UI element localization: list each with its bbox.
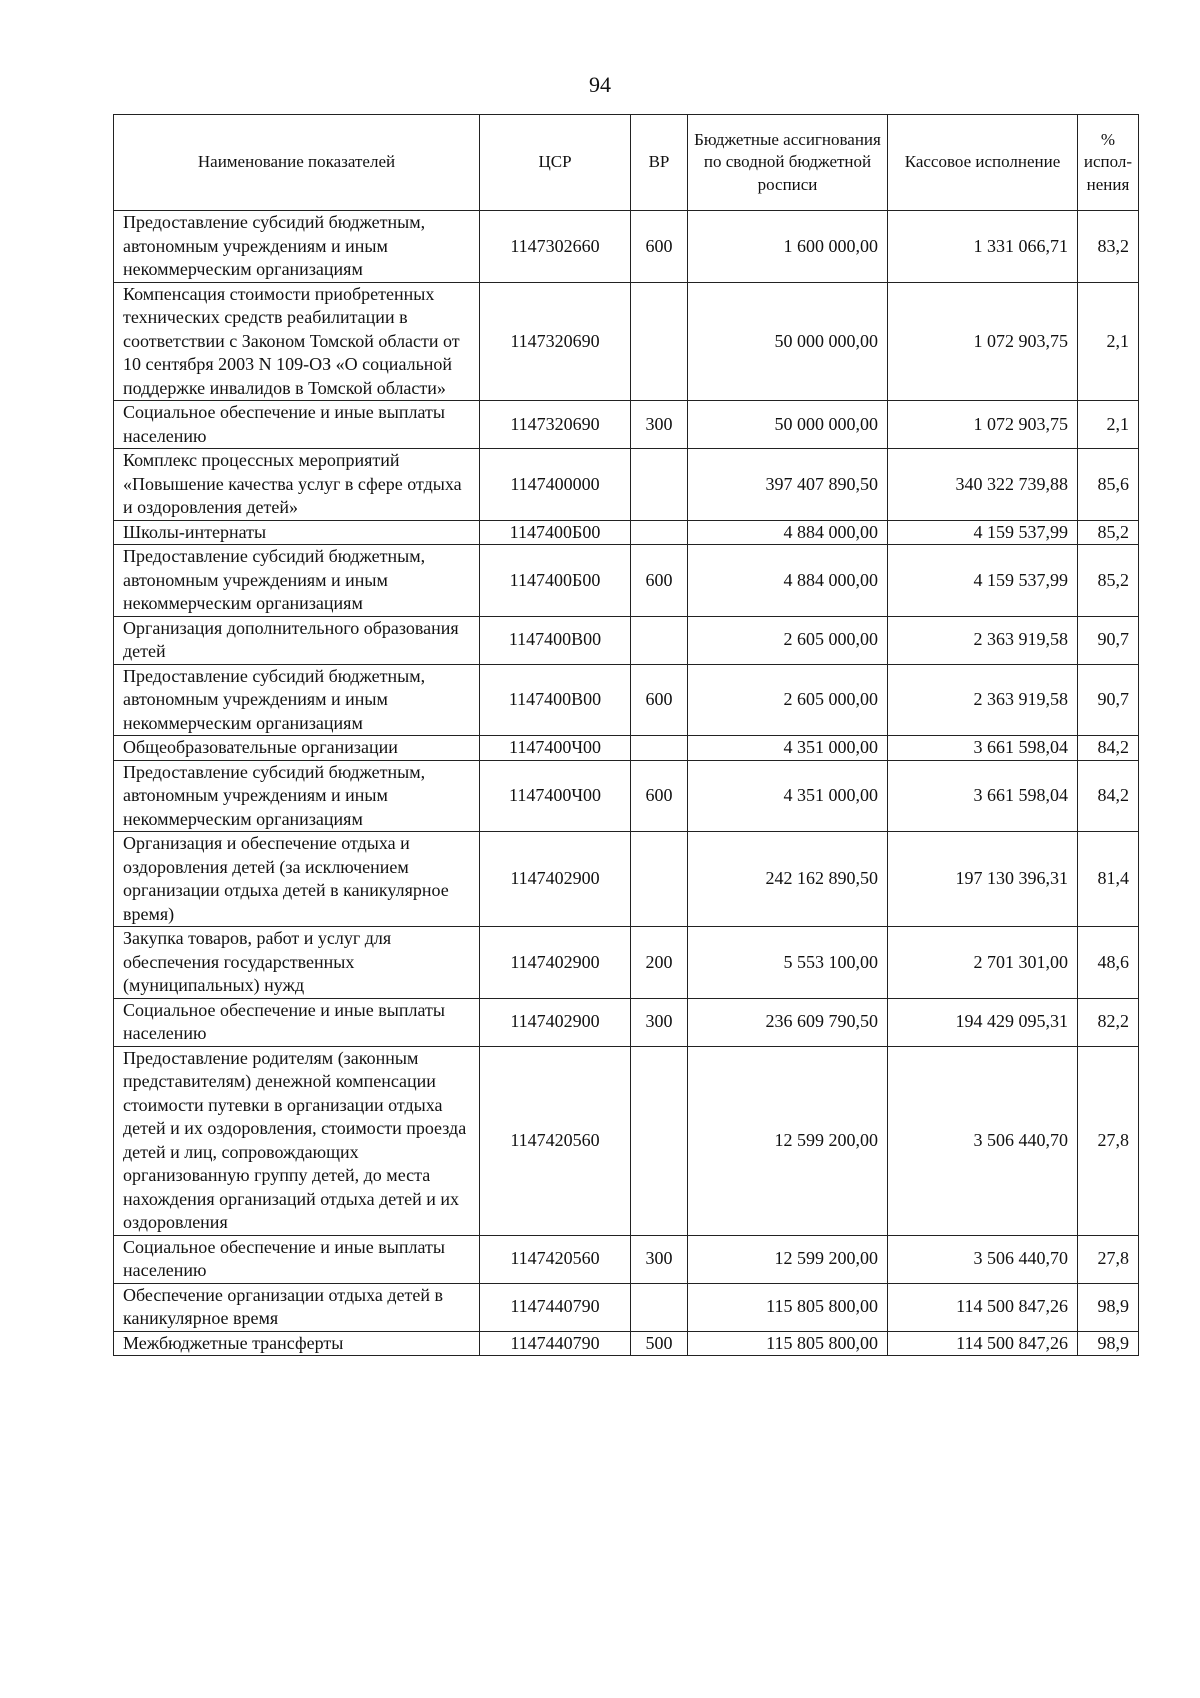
cell-budget: 397 407 890,50 (688, 449, 888, 521)
cell-cash: 2 701 301,00 (888, 927, 1078, 999)
cell-budget: 115 805 800,00 (688, 1331, 888, 1356)
cell-name: Предоставление субсидий бюджетным, автономным учреждениям и иным некоммерческим организациям (114, 760, 480, 832)
header-pct: % испол-нения (1078, 115, 1139, 211)
cell-cash: 340 322 739,88 (888, 449, 1078, 521)
budget-execution-table (113, 114, 1139, 1356)
cell-name: Социальное обеспечение и иные выплаты населению (114, 998, 480, 1046)
cell-pct: 90,7 (1078, 664, 1139, 736)
cell-cash: 3 661 598,04 (888, 760, 1078, 832)
cell-budget: 5 553 100,00 (688, 927, 888, 999)
table-row (114, 760, 1139, 832)
cell-csr: 1147402900 (480, 927, 631, 999)
cell-name: Организация и обеспечение отдыха и оздоровления детей (за исключением организации отдыха детей в каникулярное время) (114, 832, 480, 927)
cell-budget: 12 599 200,00 (688, 1046, 888, 1235)
cell-cash: 1 331 066,71 (888, 211, 1078, 283)
cell-csr: 1147400В00 (480, 616, 631, 664)
cell-cash: 4 159 537,99 (888, 520, 1078, 545)
header-csr: ЦСР (480, 115, 631, 211)
cell-name: Предоставление субсидий бюджетным, автономным учреждениям и иным некоммерческим организациям (114, 545, 480, 617)
cell-name: Предоставление субсидий бюджетным, автономным учреждениям и иным некоммерческим организациям (114, 211, 480, 283)
table-row (114, 545, 1139, 617)
table-row (114, 1331, 1139, 1356)
cell-pct: 2,1 (1078, 401, 1139, 449)
cell-name: Комплекс процессных мероприятий «Повышение качества услуг в сфере отдыха и оздоровления детей» (114, 449, 480, 521)
cell-vr (631, 449, 688, 521)
cell-name: Социальное обеспечение и иные выплаты населению (114, 1235, 480, 1283)
cell-pct: 84,2 (1078, 760, 1139, 832)
cell-name: Предоставление субсидий бюджетным, автономным учреждениям и иным некоммерческим организациям (114, 664, 480, 736)
table-row (114, 211, 1139, 283)
cell-vr: 300 (631, 1235, 688, 1283)
cell-csr: 1147420560 (480, 1046, 631, 1235)
cell-vr: 600 (631, 664, 688, 736)
header-cash: Кассовое исполнение (888, 115, 1078, 211)
cell-csr: 1147402900 (480, 832, 631, 927)
cell-vr: 600 (631, 760, 688, 832)
cell-vr (631, 1046, 688, 1235)
cell-csr: 1147302660 (480, 211, 631, 283)
table-header-row (114, 115, 1139, 211)
cell-cash: 1 072 903,75 (888, 401, 1078, 449)
table-row (114, 1046, 1139, 1235)
header-name: Наименование показателей (114, 115, 480, 211)
cell-vr (631, 832, 688, 927)
page-number: 94 (589, 72, 611, 97)
header-vr: ВР (631, 115, 688, 211)
table-row (114, 1235, 1139, 1283)
cell-pct: 85,2 (1078, 545, 1139, 617)
table-row (114, 282, 1139, 401)
cell-budget: 242 162 890,50 (688, 832, 888, 927)
cell-cash: 4 159 537,99 (888, 545, 1078, 617)
table-row (114, 927, 1139, 999)
cell-name: Общеобразовательные организации (114, 736, 480, 761)
cell-cash: 2 363 919,58 (888, 616, 1078, 664)
cell-cash: 114 500 847,26 (888, 1331, 1078, 1356)
cell-pct: 90,7 (1078, 616, 1139, 664)
cell-name: Компенсация стоимости приобретенных технических средств реабилитации в соответствии с Законом Томской области от 10 сентября 2003 N 109-ОЗ «О социальной поддержке инвалидов в Томской области» (114, 282, 480, 401)
cell-vr (631, 520, 688, 545)
cell-csr: 1147400Б00 (480, 520, 631, 545)
cell-csr: 1147400Ч00 (480, 760, 631, 832)
cell-pct: 85,6 (1078, 449, 1139, 521)
cell-pct: 84,2 (1078, 736, 1139, 761)
cell-pct: 48,6 (1078, 927, 1139, 999)
cell-name: Организация дополнительного образования детей (114, 616, 480, 664)
cell-cash: 2 363 919,58 (888, 664, 1078, 736)
cell-budget: 50 000 000,00 (688, 282, 888, 401)
cell-pct: 98,9 (1078, 1331, 1139, 1356)
cell-vr: 600 (631, 545, 688, 617)
cell-csr: 1147400Б00 (480, 545, 631, 617)
cell-pct: 2,1 (1078, 282, 1139, 401)
table-row (114, 664, 1139, 736)
cell-csr: 1147420560 (480, 1235, 631, 1283)
table-row (114, 998, 1139, 1046)
cell-csr: 1147440790 (480, 1331, 631, 1356)
cell-pct: 81,4 (1078, 832, 1139, 927)
cell-cash: 3 506 440,70 (888, 1046, 1078, 1235)
cell-budget: 236 609 790,50 (688, 998, 888, 1046)
cell-budget: 115 805 800,00 (688, 1283, 888, 1331)
cell-pct: 27,8 (1078, 1046, 1139, 1235)
cell-cash: 3 661 598,04 (888, 736, 1078, 761)
cell-vr (631, 1283, 688, 1331)
table-row (114, 449, 1139, 521)
cell-vr: 300 (631, 401, 688, 449)
cell-cash: 114 500 847,26 (888, 1283, 1078, 1331)
header-budget: Бюджетные ассигнования по сводной бюджетной росписи (688, 115, 888, 211)
cell-pct: 85,2 (1078, 520, 1139, 545)
cell-pct: 83,2 (1078, 211, 1139, 283)
table-row (114, 616, 1139, 664)
cell-pct: 82,2 (1078, 998, 1139, 1046)
cell-budget: 4 884 000,00 (688, 520, 888, 545)
cell-pct: 27,8 (1078, 1235, 1139, 1283)
cell-pct: 98,9 (1078, 1283, 1139, 1331)
cell-cash: 194 429 095,31 (888, 998, 1078, 1046)
cell-vr: 600 (631, 211, 688, 283)
cell-csr: 1147440790 (480, 1283, 631, 1331)
cell-cash: 197 130 396,31 (888, 832, 1078, 927)
cell-vr (631, 616, 688, 664)
cell-csr: 1147402900 (480, 998, 631, 1046)
table-row (114, 1283, 1139, 1331)
cell-csr: 1147320690 (480, 282, 631, 401)
cell-csr: 1147400Ч00 (480, 736, 631, 761)
cell-budget: 2 605 000,00 (688, 616, 888, 664)
cell-vr: 200 (631, 927, 688, 999)
cell-budget: 4 351 000,00 (688, 760, 888, 832)
cell-vr: 500 (631, 1331, 688, 1356)
table-row (114, 736, 1139, 761)
cell-name: Школы-интернаты (114, 520, 480, 545)
cell-csr: 1147400В00 (480, 664, 631, 736)
cell-csr: 1147400000 (480, 449, 631, 521)
cell-vr (631, 736, 688, 761)
cell-budget: 1 600 000,00 (688, 211, 888, 283)
cell-vr (631, 282, 688, 401)
table-row (114, 401, 1139, 449)
cell-name: Обеспечение организации отдыха детей в каникулярное время (114, 1283, 480, 1331)
cell-budget: 2 605 000,00 (688, 664, 888, 736)
cell-name: Социальное обеспечение и иные выплаты населению (114, 401, 480, 449)
cell-csr: 1147320690 (480, 401, 631, 449)
cell-name: Межбюджетные трансферты (114, 1331, 480, 1356)
cell-budget: 4 351 000,00 (688, 736, 888, 761)
cell-name: Предоставление родителям (законным представителям) денежной компенсации стоимости путевки в организации отдыха детей и их оздоровления, стоимости проезда детей и лиц, сопровождающих организованную группу детей, до места нахождения организаций отдыха детей и их оздоровления (114, 1046, 480, 1235)
table-row (114, 832, 1139, 927)
cell-vr: 300 (631, 998, 688, 1046)
cell-cash: 1 072 903,75 (888, 282, 1078, 401)
cell-name: Закупка товаров, работ и услуг для обеспечения государственных (муниципальных) нужд (114, 927, 480, 999)
cell-budget: 12 599 200,00 (688, 1235, 888, 1283)
table-row (114, 520, 1139, 545)
cell-budget: 50 000 000,00 (688, 401, 888, 449)
cell-cash: 3 506 440,70 (888, 1235, 1078, 1283)
cell-budget: 4 884 000,00 (688, 545, 888, 617)
